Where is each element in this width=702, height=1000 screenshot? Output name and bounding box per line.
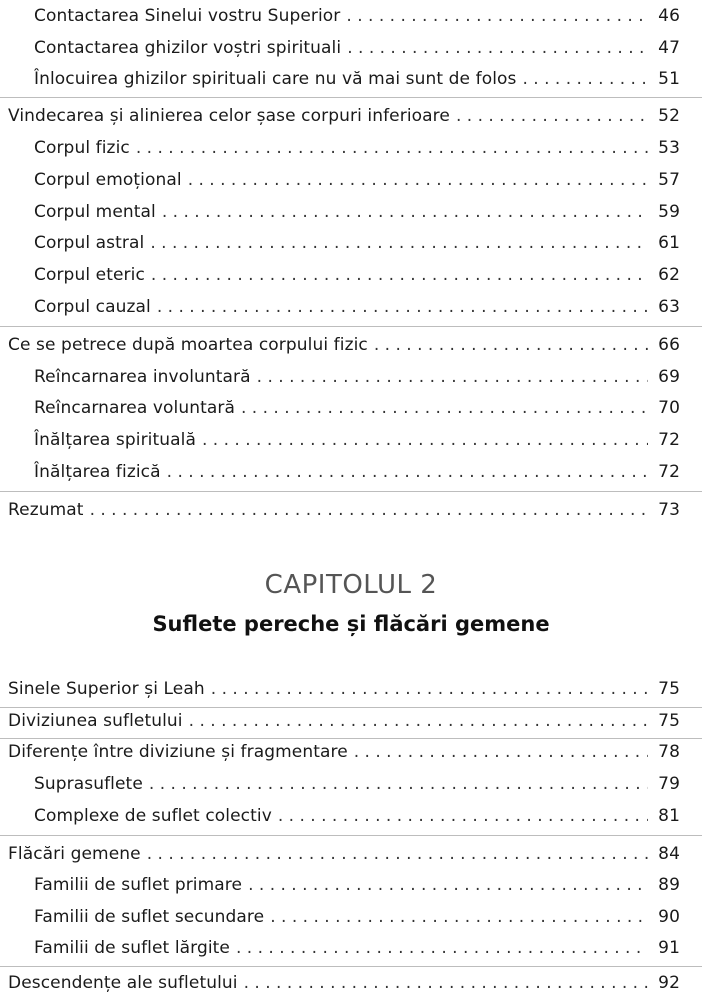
section-divider: [0, 326, 702, 327]
toc-entry: [8, 840, 680, 868]
toc-entry-title: Descendențe ale sufletului: [8, 973, 238, 993]
toc-entry-page: 53: [658, 138, 680, 158]
toc-entry: [8, 738, 680, 766]
toc-entry-page: 51: [658, 69, 680, 89]
dot-leader: [189, 711, 648, 731]
toc-entry: [34, 34, 680, 62]
toc-entry-page: 61: [658, 233, 680, 253]
toc-entry-title: Contactarea Sinelui vostru Superior: [34, 6, 341, 26]
toc-entry: [34, 293, 680, 321]
toc-entry: [34, 261, 680, 289]
dot-leader: [236, 938, 648, 958]
toc-entry-title: Familii de suflet primare: [34, 875, 243, 895]
toc-entry-title: Familii de suflet secundare: [34, 907, 265, 927]
dot-leader: [188, 170, 648, 190]
dot-leader: [257, 367, 648, 387]
toc-entry: [34, 426, 680, 454]
dot-leader: [456, 106, 648, 126]
toc-entry: [34, 934, 680, 962]
toc-entry-title: Diferențe între diviziune și fragmentare: [8, 742, 348, 762]
toc-entry: [34, 198, 680, 226]
toc-entry: [34, 903, 680, 931]
toc-entry: [34, 229, 680, 257]
section-divider: [0, 491, 702, 492]
chapter-heading: CAPITOLUL 2: [264, 570, 438, 600]
dot-leader: [151, 265, 648, 285]
toc-entry-page: 46: [658, 6, 680, 26]
dot-leader: [522, 69, 648, 89]
toc-entry-title: Corpul mental: [34, 202, 156, 222]
toc-entry: [8, 675, 680, 703]
toc-entry-page: 63: [658, 297, 680, 317]
toc-entry-title: Contactarea ghizilor voștri spirituali: [34, 38, 342, 58]
toc-entry-title: Reîncarnarea voluntară: [34, 398, 235, 418]
toc-entry: [34, 65, 680, 93]
toc-entry-title: Familii de suflet lărgite: [34, 938, 230, 958]
toc-entry-title: Diviziunea sufletului: [8, 711, 183, 731]
dot-leader: [167, 462, 648, 482]
toc-entry-page: 75: [658, 711, 680, 731]
toc-entry-page: 78: [658, 742, 680, 762]
toc-entry: [34, 871, 680, 899]
toc-entry-page: 47: [658, 38, 680, 58]
toc-entry: [8, 969, 680, 997]
toc-entry-page: 66: [658, 335, 680, 355]
toc-entry-page: 84: [658, 844, 680, 864]
toc-entry-page: 57: [658, 170, 680, 190]
toc-entry-page: 73: [658, 500, 680, 520]
toc-entry-title: Complexe de suflet colectiv: [34, 806, 272, 826]
toc-entry-page: 72: [658, 462, 680, 482]
toc-entry: [8, 496, 680, 524]
toc-entry-title: Vindecarea și alinierea celor șase corpuri inferioare: [8, 106, 450, 126]
dot-leader: [211, 679, 648, 699]
toc-entry-title: Corpul fizic: [34, 138, 130, 158]
toc-entry-page: 89: [658, 875, 680, 895]
toc-entry-page: 59: [658, 202, 680, 222]
toc-entry-title: Corpul emoțional: [34, 170, 182, 190]
toc-entry-page: 75: [658, 679, 680, 699]
dot-leader: [149, 774, 648, 794]
toc-entry-title: Sinele Superior și Leah: [8, 679, 205, 699]
toc-entry-page: 52: [658, 106, 680, 126]
section-divider: [0, 966, 702, 967]
toc-entry: [34, 458, 680, 486]
toc-entry: [34, 363, 680, 391]
dot-leader: [278, 806, 648, 826]
dot-leader: [374, 335, 648, 355]
toc-entry: [34, 770, 680, 798]
dot-leader: [346, 6, 648, 26]
dot-leader: [150, 233, 648, 253]
toc-entry-title: Suprasuflete: [34, 774, 143, 794]
dot-leader: [162, 202, 648, 222]
toc-entry-title: Rezumat: [8, 500, 84, 520]
toc-entry-title: Corpul astral: [34, 233, 145, 253]
toc-entry-page: 62: [658, 265, 680, 285]
dot-leader: [202, 430, 648, 450]
dot-leader: [354, 742, 648, 762]
toc-entry-title: Înălțarea spirituală: [34, 430, 196, 450]
toc-entry-page: 79: [658, 774, 680, 794]
toc-entry: [34, 394, 680, 422]
dot-leader: [241, 398, 648, 418]
toc-entry: [34, 166, 680, 194]
toc-entry: [34, 802, 680, 830]
toc-entry-page: 69: [658, 367, 680, 387]
dot-leader: [147, 844, 648, 864]
toc-entry-title: Corpul cauzal: [34, 297, 151, 317]
toc-entry-page: 72: [658, 430, 680, 450]
dot-leader: [136, 138, 648, 158]
toc-entry-title: Înlocuirea ghizilor spirituali care nu vă mai sunt de folos: [34, 69, 517, 89]
dot-leader: [248, 875, 648, 895]
chapter-subtitle: Suflete pereche și flăcări gemene: [152, 612, 550, 636]
section-divider: [0, 835, 702, 836]
dot-leader: [347, 38, 648, 58]
toc-entry: [8, 331, 680, 359]
dot-leader: [270, 907, 648, 927]
section-divider: [0, 97, 702, 98]
toc-entry-page: 91: [658, 938, 680, 958]
toc-entry-page: 81: [658, 806, 680, 826]
toc-entry-page: 92: [658, 973, 680, 993]
toc-entry: [8, 102, 680, 130]
dot-leader: [157, 297, 648, 317]
toc-entry-title: Corpul eteric: [34, 265, 145, 285]
toc-entry: [34, 134, 680, 162]
toc-entry: [34, 2, 680, 30]
toc-entry: [8, 707, 680, 735]
toc-entry-title: Înălțarea fizică: [34, 462, 161, 482]
dot-leader: [244, 973, 648, 993]
toc-entry-page: 90: [658, 907, 680, 927]
toc-entry-title: Reîncarnarea involuntară: [34, 367, 251, 387]
toc-entry-title: Ce se petrece după moartea corpului fizic: [8, 335, 368, 355]
toc-entry-title: Flăcări gemene: [8, 844, 141, 864]
dot-leader: [90, 500, 648, 520]
toc-entry-page: 70: [658, 398, 680, 418]
